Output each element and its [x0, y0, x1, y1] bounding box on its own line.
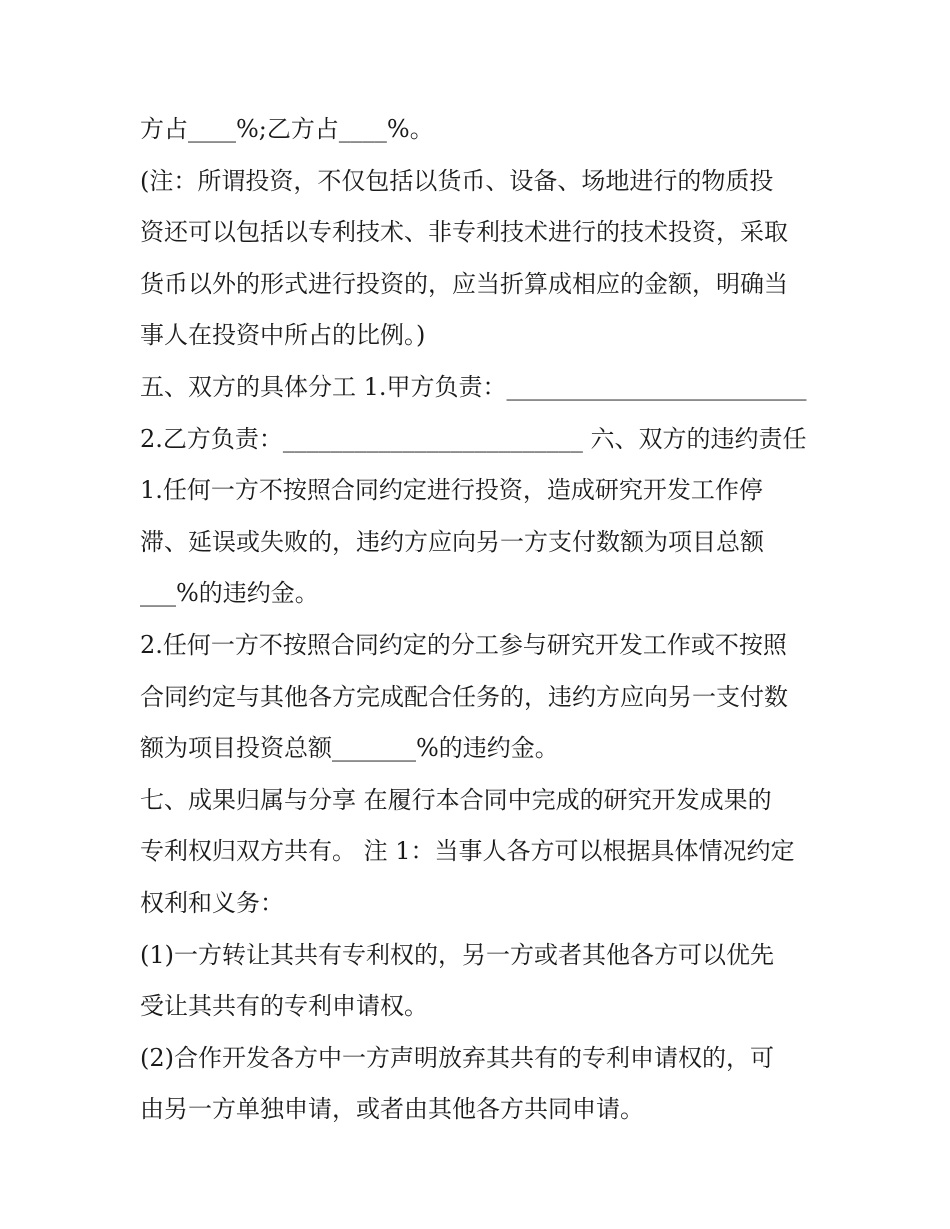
text-line: 五、双方的具体分工 1.甲方负责：_________________________: [140, 372, 807, 401]
text-line: 事人在投资中所占的比例。): [140, 321, 426, 350]
text-line: 2.乙方负责：_________________________ 六、双方的违约责任: [140, 424, 807, 453]
text-line: 资还可以包括以专利技术、非专利技术进行的技术投资，采取: [140, 218, 788, 247]
text-line: (注：所谓投资，不仅包括以货币、设备、场地进行的物质投: [140, 166, 774, 195]
text-line: (2)合作开发各方中一方声明放弃其共有的专利申请权的，可: [140, 1043, 774, 1072]
text-line: 权利和义务：: [140, 888, 284, 917]
text-line: 额为项目投资总额_______%的违约金。: [140, 734, 559, 763]
text-line: 专利权归双方共有。 注 1：当事人各方可以根据具体情况约定: [140, 837, 795, 866]
text-line: 七、成果归属与分享 在履行本合同中完成的研究开发成果的: [140, 785, 772, 814]
text-line: 滞、延误或失败的，违约方应向另一方支付数额为项目总额: [140, 527, 764, 556]
text-line: ___%的违约金。: [140, 579, 319, 608]
text-line: 由另一方单独申请，或者由其他各方共同申请。: [140, 1095, 644, 1124]
text-line: 方占____%;乙方占____%。: [140, 115, 434, 143]
text-line: 1.任何一方不按照合同约定进行投资，造成研究开发工作停: [140, 476, 763, 505]
text-line: 2.任何一方不按照合同约定的分工参与研究开发工作或不按照: [140, 630, 787, 659]
text-line: (1)一方转让其共有专利权的，另一方或者其他各方可以优先: [140, 940, 774, 969]
contract-text-body: [140, 104, 820, 1136]
text-line: 合同约定与其他各方完成配合任务的，违约方应向另一支付数: [140, 682, 788, 711]
text-line: 受让其共有的专利申请权。: [140, 992, 428, 1021]
text-line: 货币以外的形式进行投资的，应当折算成相应的金额，明确当: [140, 269, 788, 298]
